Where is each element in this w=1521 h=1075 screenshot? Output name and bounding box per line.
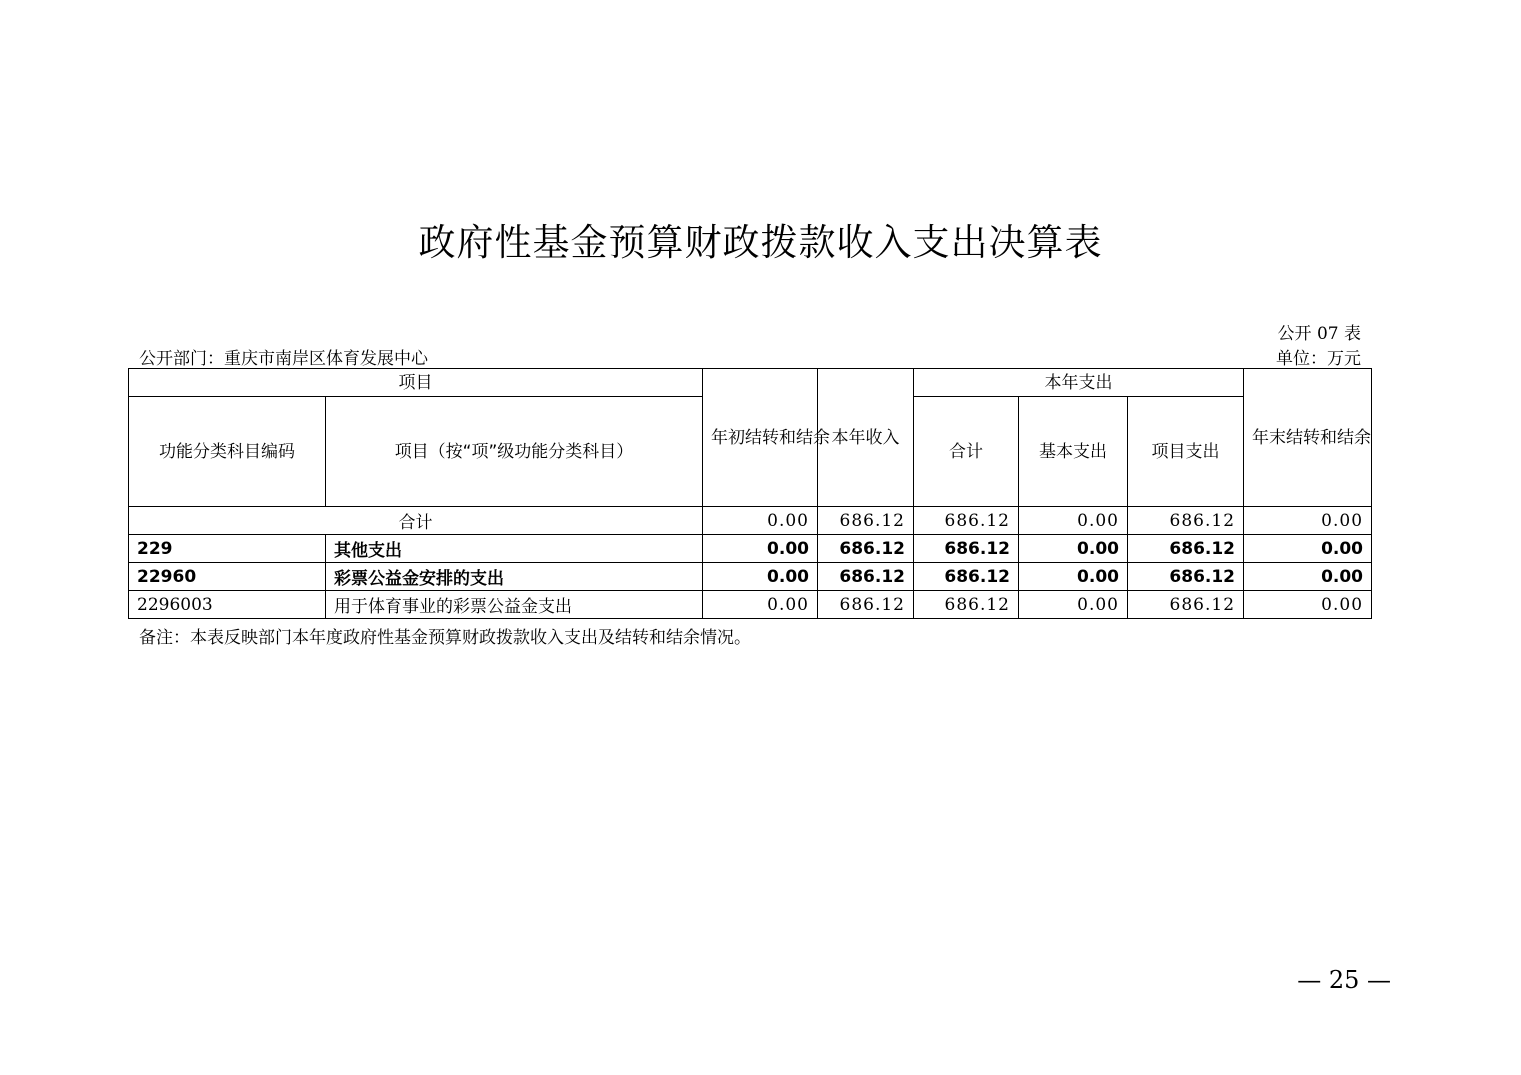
row-income: 686.12 xyxy=(818,563,914,591)
header-exp-basic: 基本支出 xyxy=(1019,397,1128,507)
total-exp-total: 686.12 xyxy=(914,507,1019,535)
header-project: 项目 xyxy=(129,369,703,397)
page-title: 政府性基金预算财政拨款收入支出决算表 xyxy=(418,221,1103,264)
row-opening: 0.00 xyxy=(703,563,818,591)
row-name: 其他支出 xyxy=(326,535,703,563)
header-expenditure: 本年支出 xyxy=(914,369,1244,397)
header-income: 本年收入 xyxy=(818,369,914,507)
total-exp-project: 686.12 xyxy=(1128,507,1244,535)
row-name: 彩票公益金安排的支出 xyxy=(326,563,703,591)
table-row xyxy=(129,535,1372,563)
row-exp-total: 686.12 xyxy=(914,563,1019,591)
remark-note: 备注：本表反映部门本年度政府性基金预算财政拨款收入支出及结转和结余情况。 xyxy=(139,628,751,648)
header-opening-balance: 年初结转和结余 xyxy=(703,369,818,507)
row-exp-project: 686.12 xyxy=(1128,563,1244,591)
row-exp-project: 686.12 xyxy=(1128,535,1244,563)
table-row xyxy=(129,563,1372,591)
header-name: 项目（按“项”级功能分类科目） xyxy=(326,397,703,507)
total-closing: 0.00 xyxy=(1244,507,1372,535)
row-code: 229 xyxy=(129,535,326,563)
header-code: 功能分类科目编码 xyxy=(129,397,326,507)
row-exp-total: 686.12 xyxy=(914,591,1019,619)
total-row xyxy=(129,507,1372,535)
department-label: 公开部门：重庆市南岸区体育发展中心 xyxy=(139,349,428,369)
row-closing: 0.00 xyxy=(1244,535,1372,563)
row-exp-basic: 0.00 xyxy=(1019,591,1128,619)
row-closing: 0.00 xyxy=(1244,563,1372,591)
row-code: 22960 xyxy=(129,563,326,591)
row-exp-basic: 0.00 xyxy=(1019,563,1128,591)
row-exp-project: 686.12 xyxy=(1128,591,1244,619)
total-income: 686.12 xyxy=(818,507,914,535)
total-label: 合计 xyxy=(129,507,703,535)
row-income: 686.12 xyxy=(818,591,914,619)
page-number: — 25 — xyxy=(1297,966,1391,994)
row-exp-total: 686.12 xyxy=(914,535,1019,563)
table-row xyxy=(129,591,1372,619)
header-closing-balance: 年末结转和结余 xyxy=(1244,369,1372,507)
row-code: 2296003 xyxy=(129,591,326,619)
row-exp-basic: 0.00 xyxy=(1019,535,1128,563)
row-name: 用于体育事业的彩票公益金支出 xyxy=(326,591,703,619)
row-opening: 0.00 xyxy=(703,591,818,619)
total-opening: 0.00 xyxy=(703,507,818,535)
total-exp-basic: 0.00 xyxy=(1019,507,1128,535)
row-opening: 0.00 xyxy=(703,535,818,563)
form-number: 公开 07 表 xyxy=(1277,324,1361,344)
row-income: 686.12 xyxy=(818,535,914,563)
header-exp-project: 项目支出 xyxy=(1128,397,1244,507)
budget-table xyxy=(128,368,1372,619)
header-exp-total: 合计 xyxy=(914,397,1019,507)
header-row-1 xyxy=(129,369,1372,397)
unit-label: 单位：万元 xyxy=(1276,349,1361,369)
row-closing: 0.00 xyxy=(1244,591,1372,619)
